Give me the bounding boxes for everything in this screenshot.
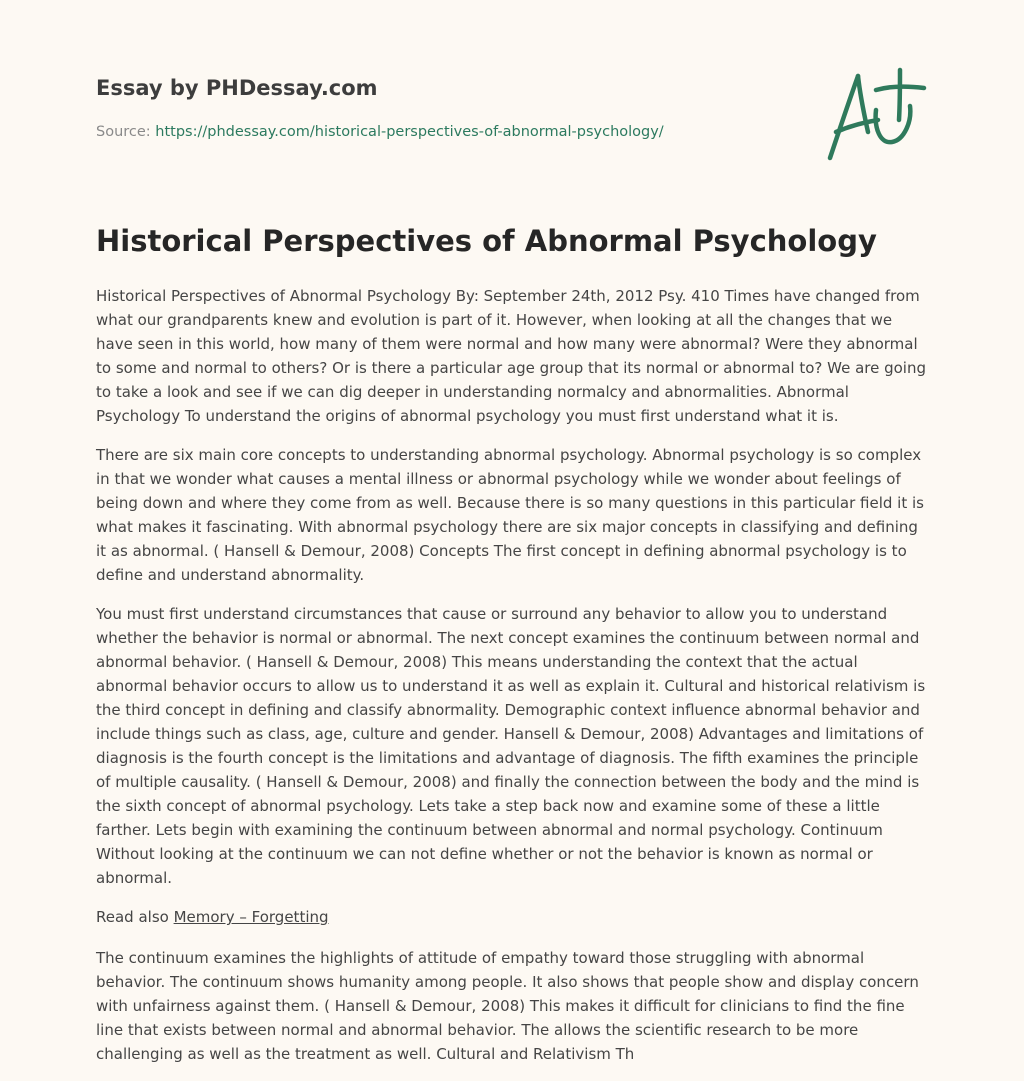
site-brand: Essay by PHDessay.com [96,76,378,100]
essay-paragraph: There are six main core concepts to understanding abnormal psychology. Abnormal psychology is so complex in that we wonder what causes a mental illness or abnormal psychology while we wonder about feelings of being down and where they come from as well. Because there is so many questions in this particular field it is what makes it fascinating. With abnormal psychology there are six major concepts in classifying and defining it as abnormal. ( Hansell & Demour, 2008) Concepts The first concept in defining abnormal psychology is to define and understand abnormality. [96,446,924,584]
read-also-link[interactable]: Memory – Forgetting [173,908,329,926]
essay-paragraph: Historical Perspectives of Abnormal Psychology By: September 24th, 2012 Psy. 410 Times have changed from what our grandparents knew and evolution is part of it. However, when looking at all the changes that we have seen in this world, how many of them were normal and how many were abnormal? Were they abnormal to some and normal to others? Or is there a particular age group that its normal or abnormal to? We are going to take a look and see if we can dig deeper in understanding normalcy and abnormalities. Abnormal Psychology To understand the origins of abnormal psychology you must first understand what it is. [96,287,926,425]
source-link[interactable]: https://phdessay.com/historical-perspectives-of-abnormal-psychology/ [155,124,664,140]
essay-paragraph: The continuum examines the highlights of attitude of empathy toward those struggling with abnormal behavior. The continuum shows humanity among people. It also shows that people show and display concern with unfairness against them. ( Hansell & Demour, 2008) This makes it difficult for clinicians to find the fine line that exists between normal and abnormal behavior. The allows the scientific research to be more challenging as well as the treatment as well. Cultural and Relativism Th [96,949,919,1063]
read-also-line [96,905,931,929]
read-also-label: Read also [96,908,169,926]
source-label: Source: [96,124,151,140]
a-plus-grade-icon [820,64,930,168]
essay-body [96,284,931,1081]
essay-paragraph: You must first understand circumstances that cause or surround any behavior to allow you to understand whether the behavior is normal or abnormal. The next concept examines the continuum between normal and abnormal behavior. ( Hansell & Demour, 2008) This means understanding the context that the actual abnormal behavior occurs to allow us to understand it as well as explain it. Cultural and historical relativism is the third concept in defining and classify abnormality. Demographic context influence abnormal behavior and include things such as class, age, culture and gender. Hansell & Demour, 2008) Advantages and limitations of diagnosis is the fourth concept is the limitations and advantage of diagnosis. The fifth examines the principle of multiple causality. ( Hansell & Demour, 2008) and finally the connection between the body and the mind is the sixth concept of abnormal psychology. Lets take a step back now and examine some of these a little farther. Lets begin with examining the continuum between abnormal and normal psychology. Continuum Without looking at the continuum we can not define whether or not the behavior is known as normal or abnormal. [96,605,926,887]
source-line [96,124,664,140]
essay-title: Historical Perspectives of Abnormal Psychology [96,224,877,258]
